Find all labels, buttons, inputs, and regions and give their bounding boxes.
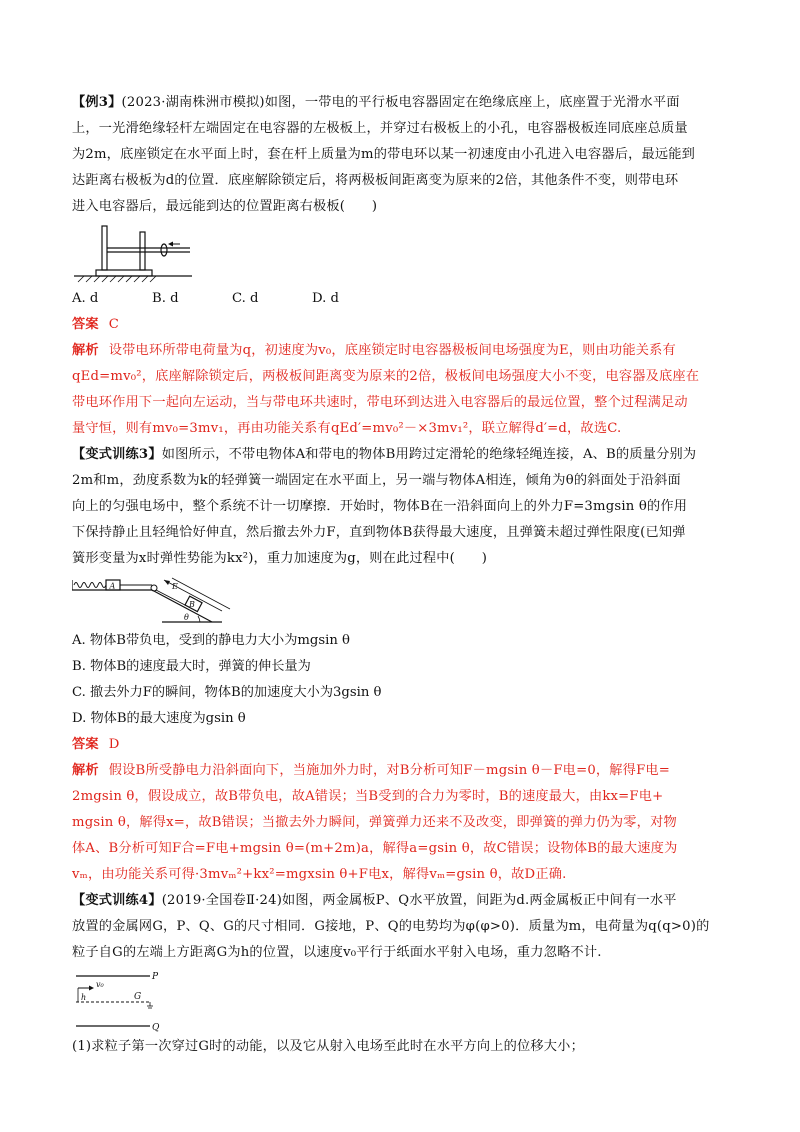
variant3-tag: 【变式训练3】 <box>72 447 162 462</box>
variant3-option-d[interactable]: D. 物体B的最大速度为gsin θ <box>72 711 246 726</box>
variant3-answer <box>72 732 728 758</box>
label-g: G <box>134 992 142 1002</box>
variant4-tag: 【变式训练4】 <box>72 893 162 908</box>
variant3-analysis <box>72 758 728 888</box>
variant4-line: 放置的金属网G，P、Q、G的尺寸相同．G接地，P、Q的电势均为φ(φ>0)．质量为m，电荷量为q(q>0)的 <box>72 919 710 934</box>
variant4-line: (2019·全国卷Ⅱ·24)如图，两金属板P、Q水平放置，间距为d.两金属板正中间有一水平 <box>161 893 677 908</box>
variant3-option-c[interactable]: C. 撤去外力F的瞬间，物体B的加速度大小为3gsin θ <box>72 685 382 700</box>
variant3-line: 簧形变量为x时弹性势能为kx²)，重力加速度为g，则在此过程中( ) <box>72 551 488 566</box>
analysis-line: qEd=mv₀²，底座解除锁定后，两极板间距离变为原来的2倍，极板间电场强度大小不变，电容器及底座在 <box>72 369 700 384</box>
capacitor-diagram <box>72 224 212 284</box>
answer-label: 答案 <box>72 317 99 332</box>
example3-line: (2023·湖南株洲市模拟)如图，一带电的平行板电容器固定在绝缘底座上，底座置于光滑水平面 <box>121 95 680 110</box>
analysis-line: 量守恒，则有mv₀=3mv₁，再由功能关系有qEd′=mv₀²－×3mv₁²，联立解得d′=d，故选C. <box>72 421 622 436</box>
variant3-line: 2m和m，劲度系数为k的轻弹簧一端固定在水平面上，另一端与物体A相连，倾角为θ的斜面处于沿斜面 <box>72 473 681 488</box>
answer-value: C <box>108 317 120 332</box>
example3-line: 达距离右极板为d的位置．底座解除锁定后，将两极板间距离变为原来的2倍，其他条件不变，则带电环 <box>72 173 679 188</box>
option-a[interactable]: A. d <box>72 291 99 306</box>
variant3-line: 下保持静止且轻绳恰好伸直，然后撤去外力F，直到物体B获得最大速度，且弹簧未超过弹性限度(已知弹 <box>72 525 686 540</box>
example3-options <box>72 286 728 312</box>
example3-paragraph <box>72 90 728 220</box>
variant3-line: 向上的匀强电场中，整个系统不计一切摩擦．开始时，物体B在一沿斜面向上的外力F=3mgsin θ的作用 <box>72 499 688 514</box>
label-v0: v₀ <box>96 980 104 989</box>
example3-line: 上，一光滑绝缘轻杆左端固定在电容器的左极板上，并穿过右极板上的小孔，电容器极板连同底座总质量 <box>72 121 688 136</box>
variant3-line: 如图所示，不带电物体A和带电的物体B用跨过定滑轮的绝缘轻绳连接，A、B的质量分别为 <box>161 447 697 462</box>
figure-incline-spring <box>72 576 728 626</box>
label-p: P <box>152 972 159 982</box>
variant3-paragraph <box>72 442 728 572</box>
example3-tag: 【例3】 <box>72 95 122 110</box>
label-e: E <box>172 582 178 591</box>
answer-value: D <box>108 737 120 752</box>
label-theta: θ <box>184 613 189 622</box>
analysis-line: 设带电环所带电荷量为q，初速度为v₀，底座锁定时电容器极板间电场强度为E，则由功能关系有 <box>108 343 676 358</box>
analysis-line: 带电环作用下一起向左运动，当与带电环共速时，带电环到达进入电容器后的最远位置，整个过程满足动 <box>72 395 688 410</box>
example3-analysis <box>72 338 728 442</box>
example3-line: 为2m，底座锁定在水平面上时，套在杆上质量为m的带电环以某一初速度由小孔进入电容器后，最远能到 <box>72 147 696 162</box>
label-h: h <box>81 993 87 1002</box>
label-b: B <box>189 600 195 609</box>
figure-plates-grid <box>72 970 728 1032</box>
analysis-line: 假设B所受静电力沿斜面向下，当施加外力时，对B分析可知F－mgsin θ－F电=0，解得F电= <box>108 763 671 778</box>
analysis-label: 解析 <box>72 343 99 358</box>
analysis-line: 体A、B分析可知F合=F电+mgsin θ=(m+2m)a，解得a=gsin θ，故C错误；设物体B的最大速度为 <box>72 841 678 856</box>
option-d[interactable]: D. d <box>312 291 339 306</box>
label-q: Q <box>152 1023 160 1032</box>
example3-line: 进入电容器后，最远能到达的位置距离右极板( ) <box>72 199 378 214</box>
variant4-line: 粒子自G的左端上方距离G为h的位置，以速度v₀平行于纸面水平射入电场，重力忽略不计. <box>72 945 602 960</box>
variant4-question1: (1)求粒子第一次穿过G时的动能，以及它从射入电场至此时在水平方向上的位移大小； <box>72 1039 584 1054</box>
option-b[interactable]: B. d <box>152 291 179 306</box>
document-page <box>72 90 728 1060</box>
variant3-option-a[interactable]: A. 物体B带负电，受到的静电力大小为mgsin θ <box>72 633 350 648</box>
plates-diagram <box>72 970 212 1032</box>
analysis-line: mgsin θ，解得x=，故B错误；当撤去外力瞬间，弹簧弹力还来不及改变，即弹簧的弹力仍为零，对物 <box>72 815 677 830</box>
variant3-option-b[interactable]: B. 物体B的速度最大时，弹簧的伸长量为 <box>72 659 311 674</box>
incline-diagram <box>72 576 242 626</box>
analysis-line: 2mgsin θ，假设成立，故B带负电，故A错误；当B受到的合力为零时，B的速度最大，由kx=F电+ <box>72 789 664 804</box>
answer-label: 答案 <box>72 737 99 752</box>
figure-capacitor-rod <box>72 224 728 284</box>
label-a: A <box>109 581 116 591</box>
variant4-paragraph <box>72 888 728 966</box>
example3-answer <box>72 312 728 338</box>
analysis-label: 解析 <box>72 763 99 778</box>
analysis-line: vₘ，由功能关系可得·3mvₘ²+kx²=mgxsin θ+F电x，解得vₘ=gsin θ，故D正确. <box>72 867 567 882</box>
option-c[interactable]: C. d <box>232 291 259 306</box>
